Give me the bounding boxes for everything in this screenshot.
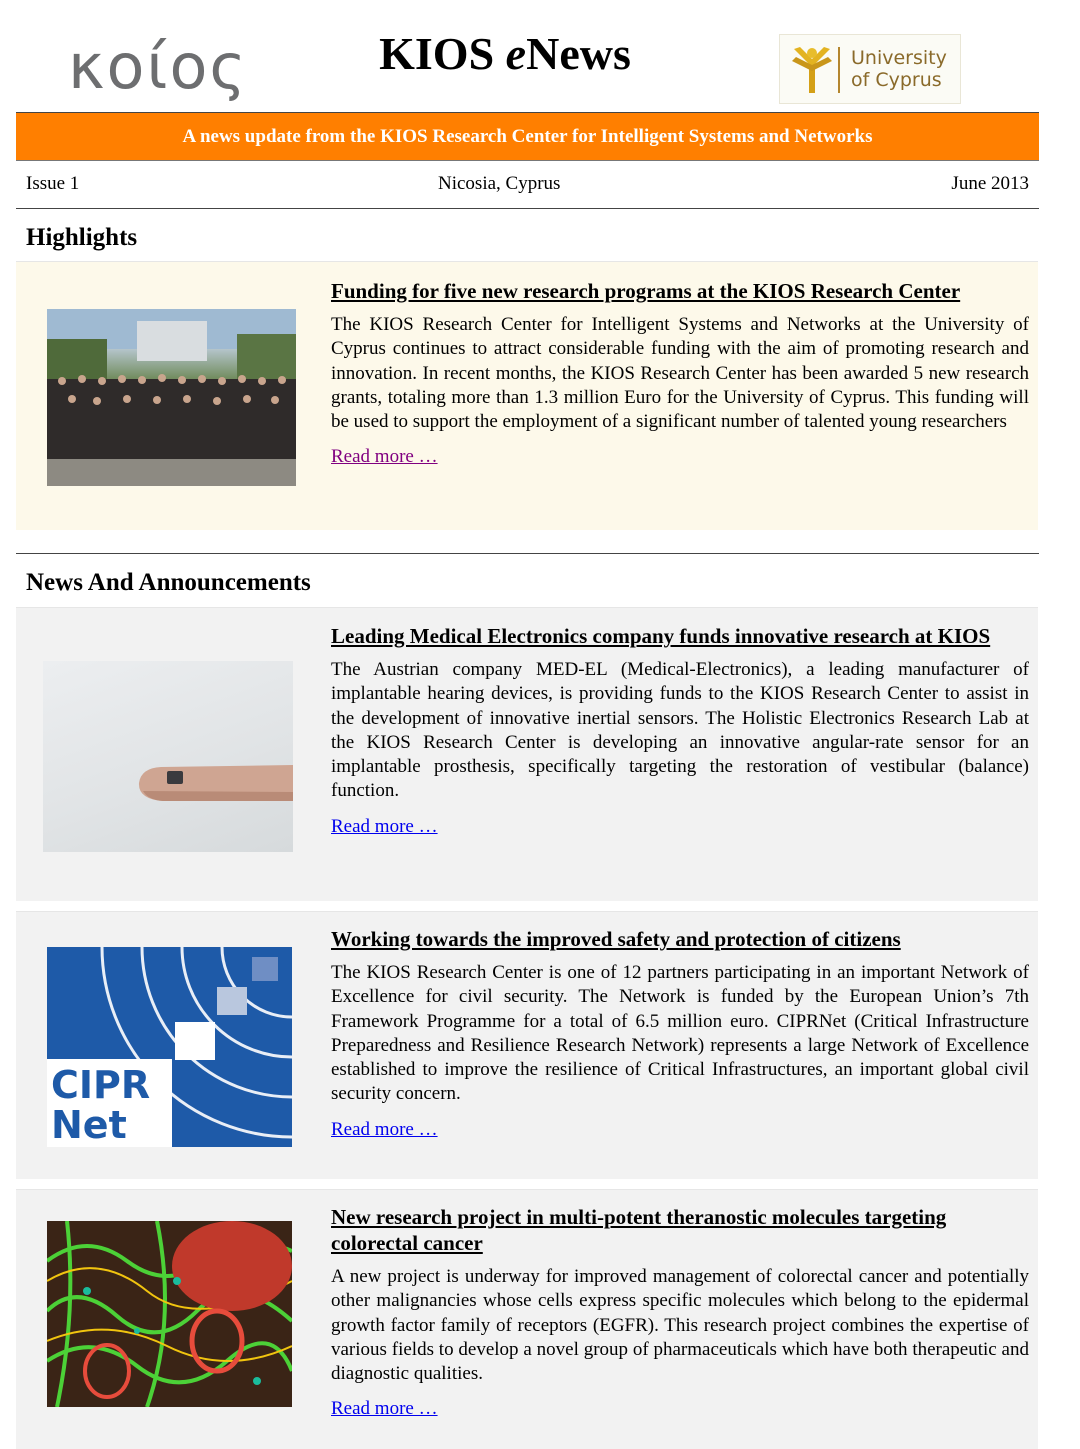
- group-photo-graphic: [47, 309, 296, 486]
- news-article-2: [16, 911, 1038, 1179]
- tagline-banner: A news update from the KIOS Research Center for Intelligent Systems and Networks: [16, 113, 1039, 160]
- news-article-3-title[interactable]: New research project in multi-potent theranostic molecules targeting colorectal cancer: [331, 1205, 947, 1255]
- sensor-chip-image: [43, 661, 293, 852]
- news-article-2-title[interactable]: Working towards the improved safety and protection of citizens: [331, 927, 901, 951]
- news-heading: News And Announcements: [26, 569, 311, 596]
- university-name-line2: of Cyprus: [851, 69, 942, 91]
- tree-emblem-icon: [790, 43, 834, 95]
- title-suffix: News: [526, 28, 631, 79]
- logo-divider: [838, 47, 840, 93]
- highlights-heading: Highlights: [26, 224, 138, 251]
- ciprnet-logo-text: [51, 1065, 150, 1145]
- colorectal-tissue-image: [47, 1221, 292, 1407]
- ciprnet-logo-line2: Net: [51, 1103, 127, 1147]
- news-article-3-body: [331, 1204, 1029, 1421]
- highlight-article-body: [331, 278, 1029, 469]
- banner-divider: [16, 160, 1039, 161]
- kios-logo: [62, 30, 277, 110]
- issue-location: Nicosia, Cyprus: [438, 173, 561, 194]
- issue-date: June 2013: [951, 173, 1029, 194]
- title-e: e: [505, 28, 527, 79]
- highlight-article: [16, 261, 1038, 530]
- kios-logo-text: κοίος: [68, 30, 248, 103]
- issue-divider: [16, 208, 1039, 209]
- news-article-1-body: [331, 623, 1029, 839]
- news-article-3: [16, 1189, 1038, 1449]
- group-photo-image: [47, 309, 296, 486]
- highlight-article-title[interactable]: Funding for five new research programs at the KIOS Research Center: [331, 279, 961, 303]
- page-title: [330, 28, 680, 80]
- university-name: [851, 47, 947, 91]
- news-article-2-read-more-link[interactable]: Read more …: [331, 1118, 438, 1140]
- university-name-line1: University: [851, 47, 947, 69]
- finger-chip-graphic: [43, 661, 293, 852]
- news-article-1-read-more-link[interactable]: Read more …: [331, 815, 438, 837]
- ciprnet-logo-line1: CIPR: [51, 1063, 151, 1107]
- section-divider: [16, 553, 1039, 554]
- university-of-cyprus-logo: [779, 34, 961, 104]
- highlight-read-more-link[interactable]: Read more …: [331, 446, 438, 468]
- highlight-article-text: The KIOS Research Center for Intelligent Systems and Networks at the University of Cyprus continues to attract considerable funding with the aim of promoting research and innovation. In recent months, the KIOS Research Center has been awarded 5 new research grants, totaling more than 1.3 million Euro for the University of Cyprus. This funding will be used to support the employment of a significant number of talented young researchers: [331, 314, 1029, 433]
- news-article-1-text: The Austrian company MED-EL (Medical-Electronics), a leading manufacturer of implantable hearing devices, is providing funds to the KIOS Research Center to assist in the development of innovative inertial sensors. The Holistic Electronics Research Lab at the KIOS Research Center is developing an innovative angular-rate sensor for an implantable prosthesis, specifically targeting the restoration of vestibular (balance) function.: [331, 659, 1029, 802]
- news-article-3-read-more-link[interactable]: Read more …: [331, 1398, 438, 1420]
- news-article-1-title[interactable]: Leading Medical Electronics company funds innovative research at KIOS: [331, 624, 991, 648]
- news-article-2-text: The KIOS Research Center is one of 12 partners participating in an important Network of Excellence for civil security. The Network is funded by the European Union’s 7th Framework Programme for a total of 6.5 million euro. CIPRNet (Critical Infrastructure Preparedness and Resilience Research Network) represents a large Network of Excellence established to improve the resilience of Critical Infrastructures, an important global civil security concern.: [331, 962, 1029, 1105]
- title-prefix: KIOS: [379, 28, 506, 79]
- news-article-3-text: A new project is underway for improved management of colorectal cancer and potentially other malignancies whose cells express specific molecules which belong to the epidermal growth factor family of receptors (EGFR). This research project combines the expertise of various fields to develop a novel group of pharmaceuticals which have both therapeutic and diagnostic qualities.: [331, 1266, 1029, 1385]
- ciprnet-logo-image: [47, 947, 292, 1147]
- news-article-2-body: [331, 926, 1029, 1142]
- news-article-1: [16, 607, 1038, 901]
- issue-number: Issue 1: [26, 173, 80, 194]
- tissue-micrograph-graphic: [47, 1221, 292, 1407]
